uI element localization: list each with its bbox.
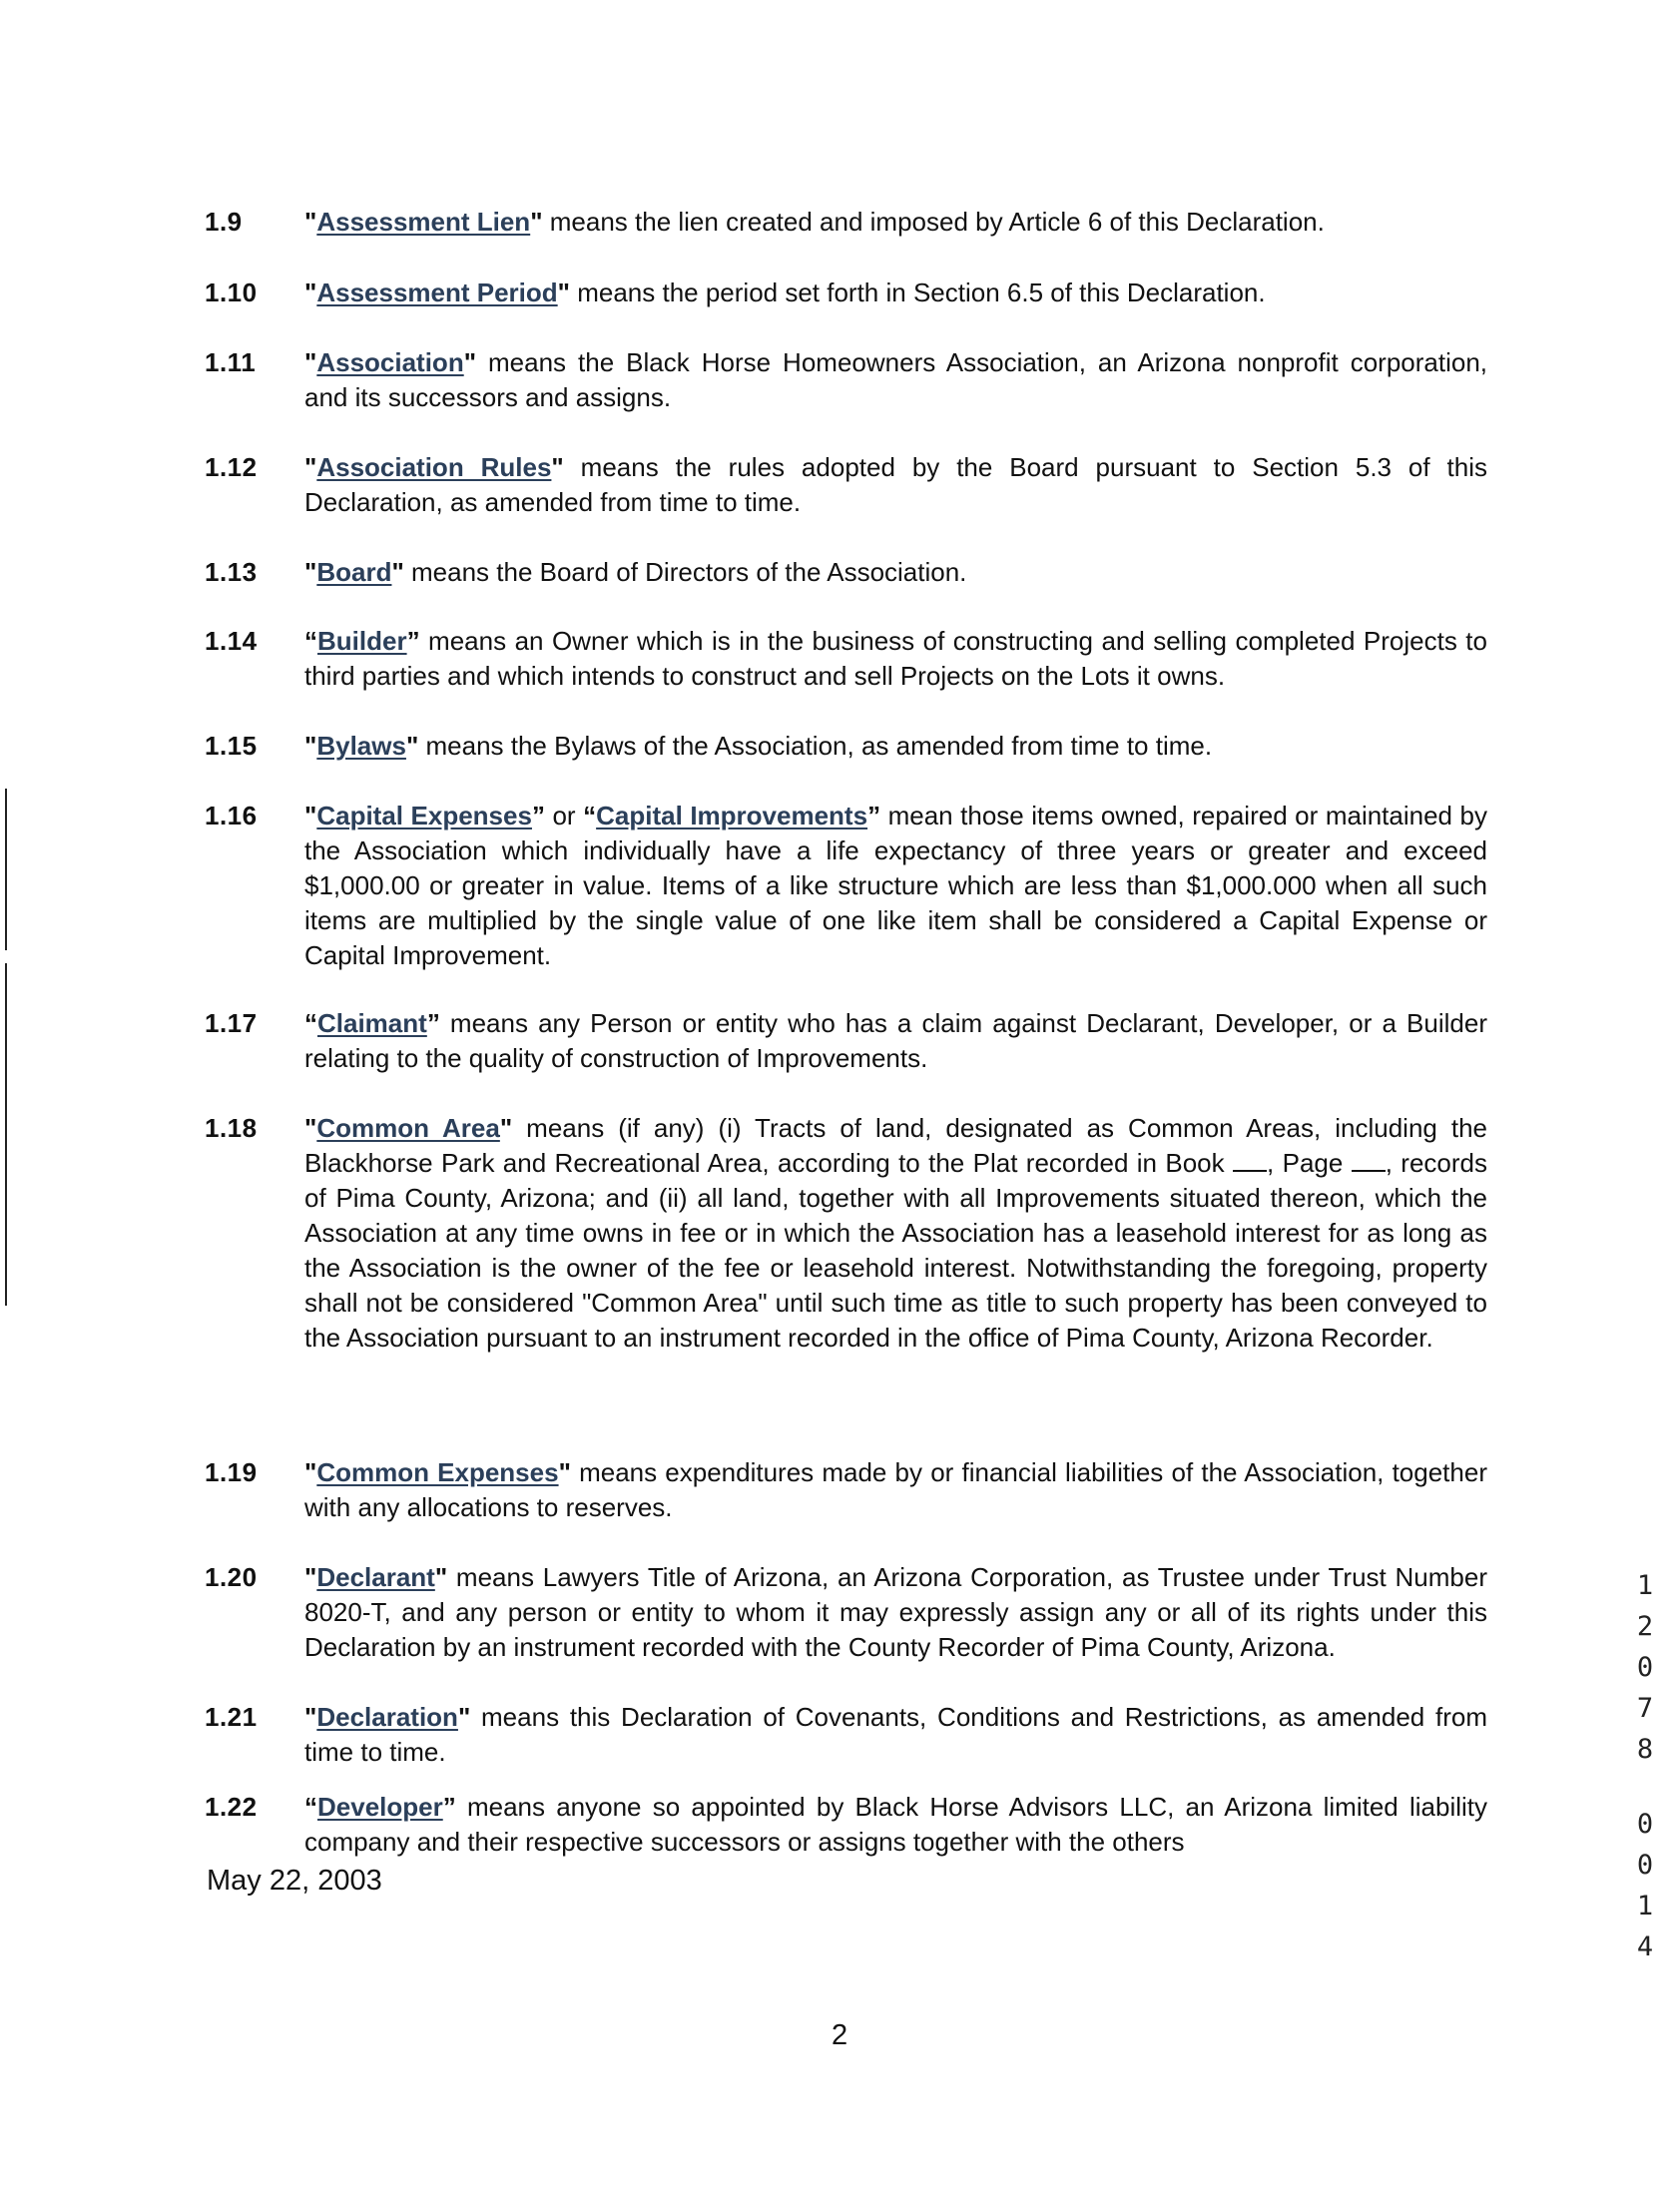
defined-term: Assessment Period <box>316 277 558 307</box>
stamp-digit: 7 <box>1636 1693 1654 1724</box>
defined-term: Association Rules <box>316 452 552 482</box>
section-number: 1.20 <box>205 1562 258 1592</box>
section-number: 1.10 <box>205 277 258 307</box>
defined-term: Capital Expenses <box>316 801 532 830</box>
stamp-digit: 2 <box>1636 1611 1654 1642</box>
stamp-digit: 1 <box>1636 1891 1654 1922</box>
defined-term: Developer <box>317 1792 443 1822</box>
definition-text: “Developer” means anyone so appointed by Black Horse Advisors LLC, an Arizona limited liability company and their respective successors or assigns together with the others <box>304 1792 1487 1857</box>
definition-text: "Association" means the Black Horse Homeowners Association, an Arizona nonprofit corporation, and its successors and assigns. <box>304 347 1487 412</box>
defined-term: Claimant <box>317 1008 427 1038</box>
definition-text: "Assessment Period" means the period set forth in Section 6.5 of this Declaration. <box>304 277 1266 307</box>
defined-term: Common Area <box>316 1113 500 1143</box>
definition-text: "Capital Expenses” or “Capital Improvements” mean those items owned, repaired or maintained by the Association which individually have a life expectancy of three years or greater and exceed $1,000.00 or greater in value. Items of a like structure which are less than $1,000.000 when all such items are multiplied by the single value of one like item shall be considered a Capital Expense or Capital Improvement. <box>304 801 1488 970</box>
section-number: 1.17 <box>205 1008 258 1038</box>
definition-text: "Common Expenses" means expenditures made by or financial liabilities of the Association, together with any allocations to reserves. <box>304 1457 1487 1522</box>
book-number-blank <box>1233 1169 1267 1172</box>
definition-text: "Declarant" means Lawyers Title of Arizona, an Arizona Corporation, as Trustee under Trust Number 8020-T, and any person or entity to whom it may expressly assign any or all of its rights under this Declaration by an instrument recorded with the County Recorder of Pima County, Arizona. <box>304 1562 1487 1662</box>
document-date: May 22, 2003 <box>207 1865 382 1897</box>
page-number-blank <box>1352 1169 1386 1172</box>
stamp-digit: 1 <box>1636 1570 1654 1601</box>
defined-term: Declaration <box>316 1702 458 1732</box>
defined-term: Bylaws <box>316 731 406 761</box>
section-number: 1.16 <box>205 801 258 830</box>
definition-text: "Association Rules" means the rules adopted by the Board pursuant to Section 5.3 of this Declaration, as amended from time to time. <box>304 452 1487 517</box>
section-number: 1.13 <box>205 557 258 587</box>
definition-text: "Board" means the Board of Directors of the Association. <box>304 557 967 587</box>
section-number: 1.11 <box>205 347 257 377</box>
defined-term: Capital Improvements <box>596 801 868 830</box>
margin-revision-bar <box>5 789 7 950</box>
defined-term: Common Expenses <box>316 1457 559 1487</box>
section-number: 1.12 <box>205 452 258 482</box>
section-number: 1.18 <box>205 1113 258 1143</box>
section-number: 1.14 <box>205 626 258 656</box>
definition-text: “Builder” means an Owner which is in the business of constructing and selling completed Projects to third parties and which intends to construct and sell Projects on the Lots it owns. <box>304 626 1487 691</box>
recording-number-stamp <box>1625 1565 1665 1967</box>
section-number: 1.19 <box>205 1457 258 1487</box>
stamp-digit: 0 <box>1636 1809 1654 1840</box>
stamp-digit: 4 <box>1636 1931 1654 1962</box>
defined-term: Association <box>316 347 464 377</box>
section-number: 1.15 <box>205 731 258 761</box>
definition-text: "Common Area" means (if any) (i) Tracts of land, designated as Common Areas, including the Blackhorse Park and Recreational Area, according to the Plat recorded in Book , Page , records of Pima County, Arizona; and (ii) all land, together with all Improvements situated thereon, which the Association at any time owns in fee or in which the Association has a leasehold interest for as long as the Association is the owner of the fee or leasehold interest. Notwithstanding the foregoing, property shall not be considered "Common Area" until such time as title to such property has been conveyed to the Association pursuant to an instrument recorded in the office of Pima County, Arizona Recorder. <box>304 1113 1488 1353</box>
section-number: 1.21 <box>205 1702 258 1732</box>
stamp-digit: 8 <box>1636 1734 1654 1765</box>
definition-text: "Bylaws" means the Bylaws of the Association, as amended from time to time. <box>304 731 1213 761</box>
defined-term: Declarant <box>316 1562 435 1592</box>
definition-text: “Claimant” means any Person or entity who has a claim against Declarant, Developer, or a Builder relating to the quality of construction of Improvements. <box>304 1008 1487 1073</box>
definition-text: "Declaration" means this Declaration of Covenants, Conditions and Restrictions, as amended from time to time. <box>304 1702 1487 1767</box>
section-number: 1.9 <box>205 207 243 237</box>
section-number: 1.22 <box>205 1792 258 1822</box>
page-number: 2 <box>832 2019 848 2051</box>
stamp-digit: 0 <box>1636 1850 1654 1881</box>
defined-term: Assessment Lien <box>316 207 531 237</box>
defined-term: Board <box>316 557 392 587</box>
defined-term: Builder <box>317 626 407 656</box>
margin-revision-bar <box>5 963 7 1306</box>
definition-text: "Assessment Lien" means the lien created and imposed by Article 6 of this Declaration. <box>304 207 1325 237</box>
stamp-digit: 0 <box>1636 1652 1654 1683</box>
